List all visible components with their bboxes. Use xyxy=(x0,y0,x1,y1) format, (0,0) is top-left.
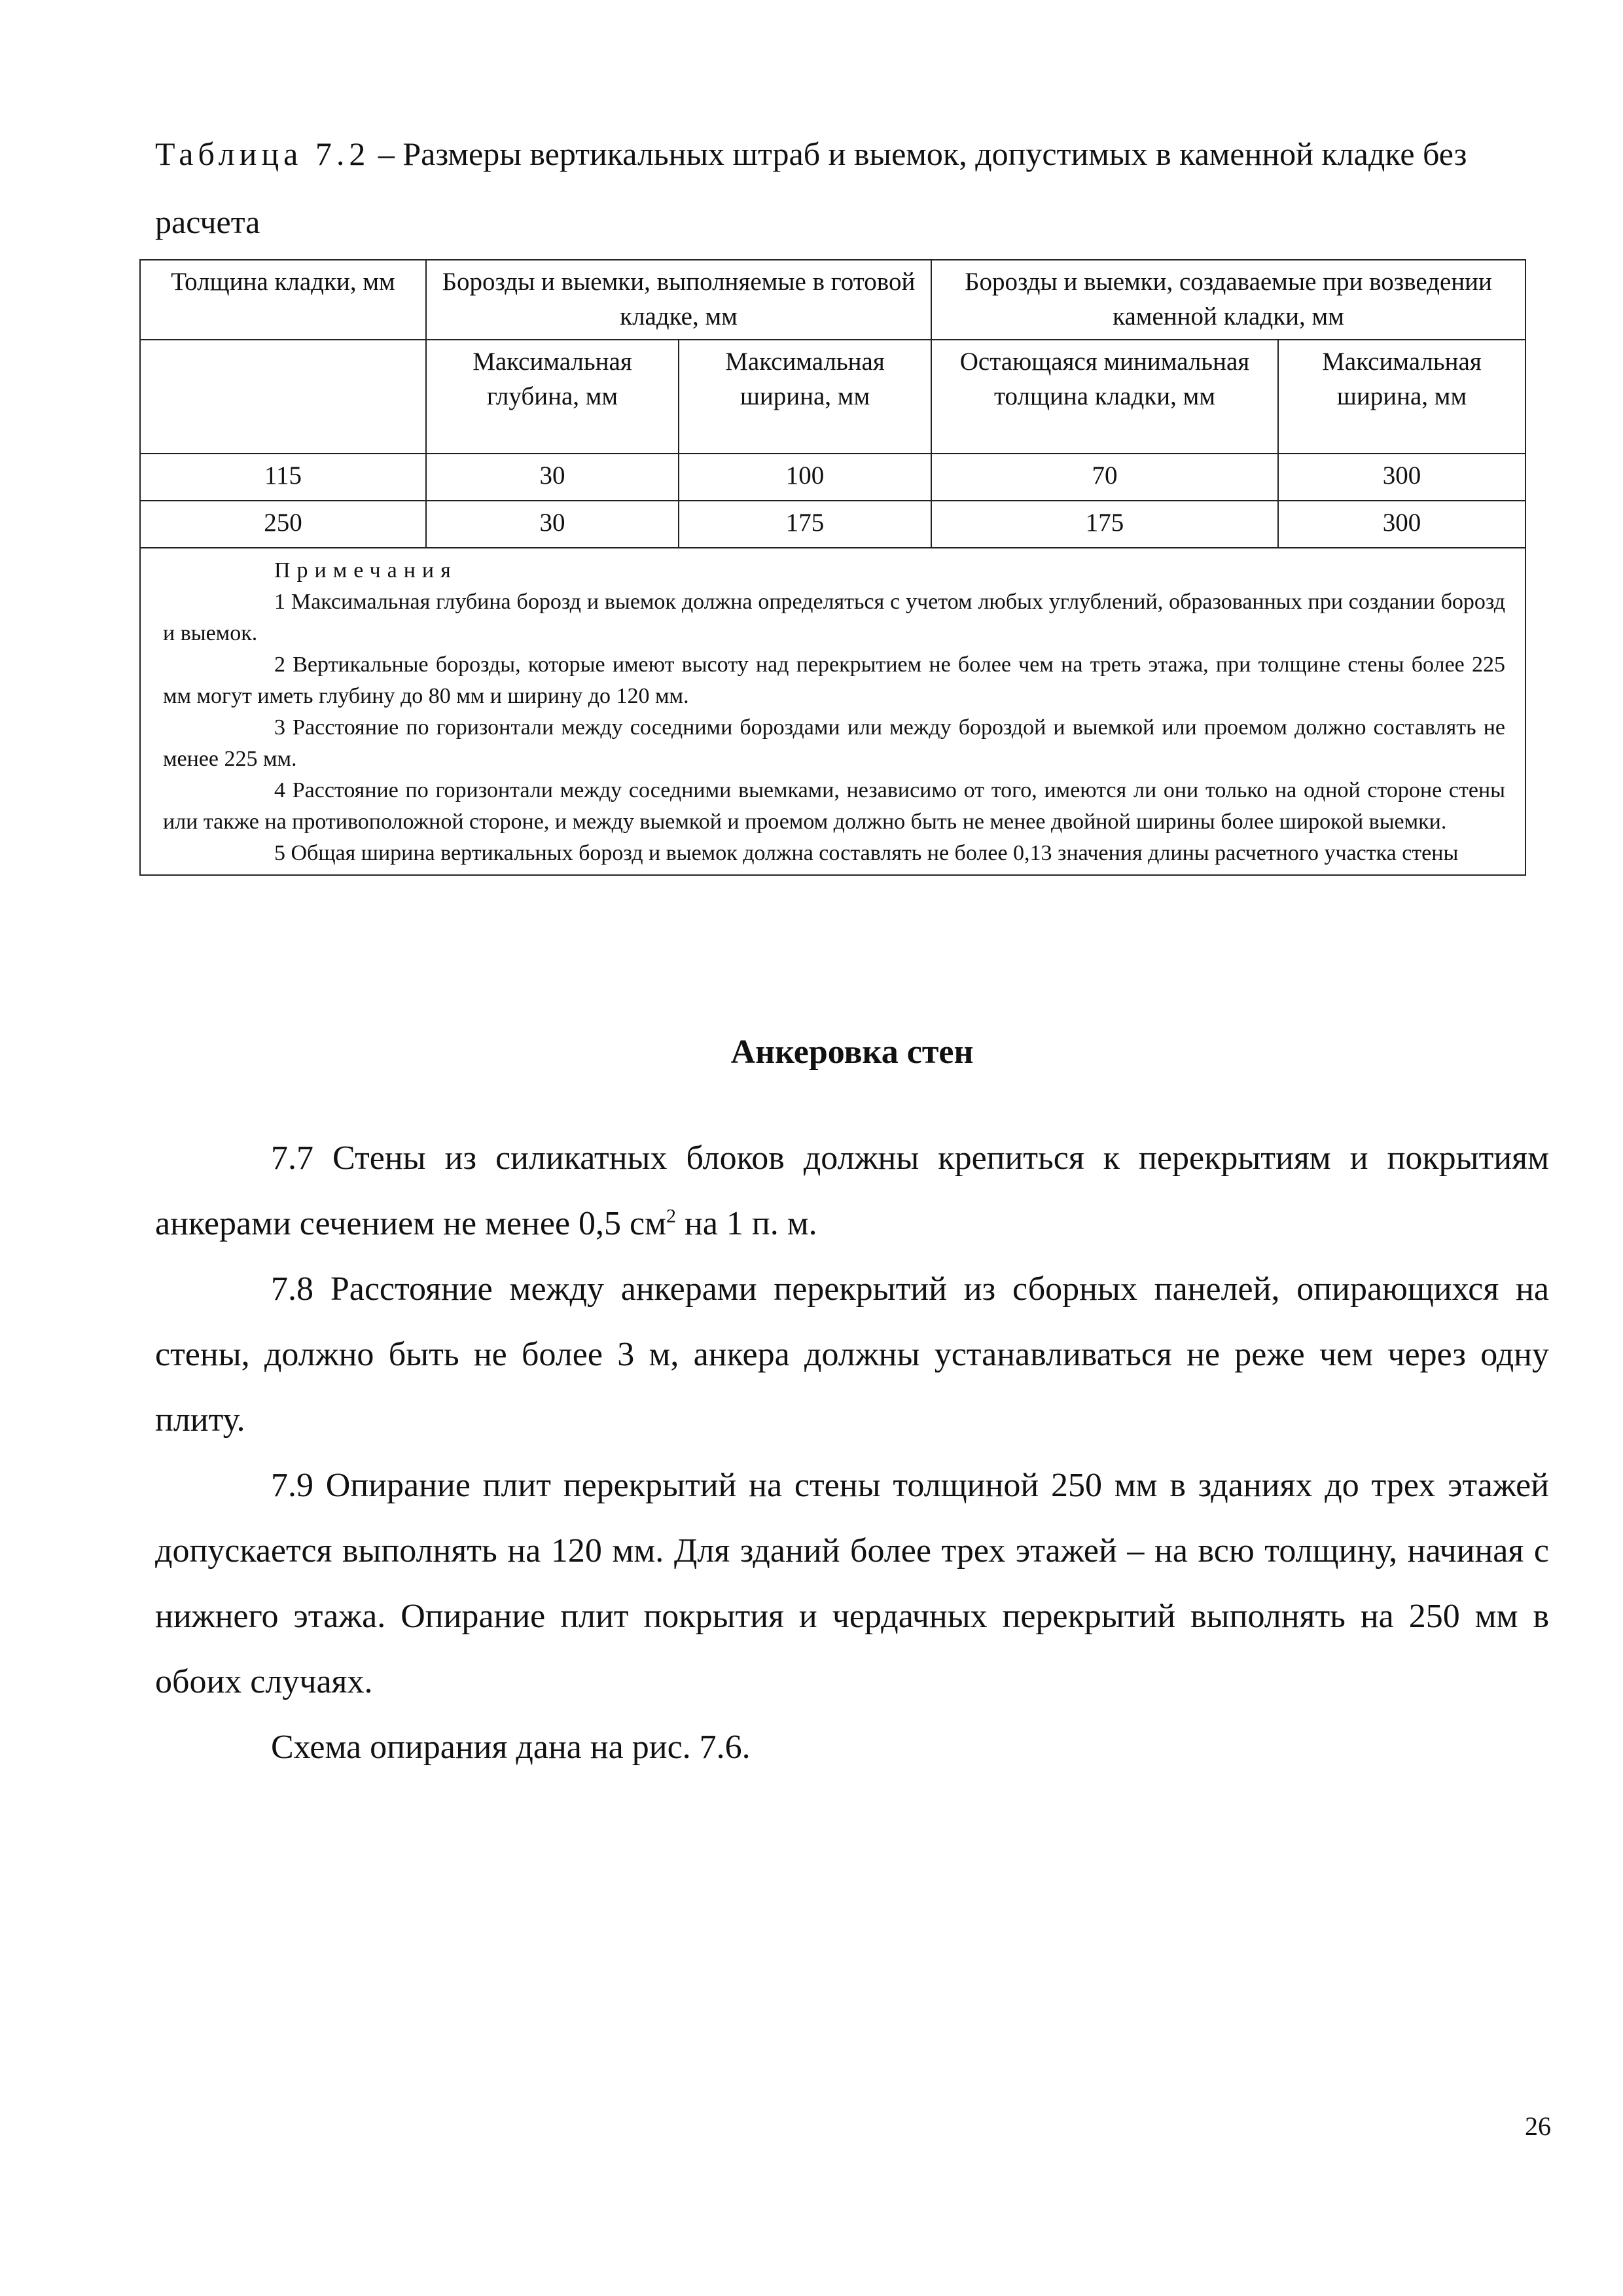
page-number: 26 xyxy=(1525,2111,1551,2141)
header-min-remaining-thickness: Остающаяся минимальная толщина кладки, мм xyxy=(931,340,1278,454)
note-item: 4 Расстояние по горизонтали между соседними выемками, независимо от того, имеются ли они только на одной стороне стены или также на противоположной стороне, и между выемкой и проемом должно быть не менее двойной ширины более широкой выемки. xyxy=(163,778,1505,834)
groove-dimensions-table xyxy=(139,259,1526,876)
table-cell: 300 xyxy=(1278,501,1525,548)
table-caption-text: – Размеры вертикальных штраб и выемок, допустимых в каменной кладке без расчета xyxy=(155,135,1467,240)
table-row xyxy=(140,454,1525,501)
table-cell: 100 xyxy=(679,454,931,501)
paragraph-7-7 xyxy=(155,1126,1549,1257)
header-group-during-construction: Борозды и выемки, создаваемые при возведении каменной кладки, мм xyxy=(931,260,1525,340)
paragraph-7-7-text: 7.7 Стены из силикатных блоков должны крепиться к перекрытиям и покрытиям анкерами сечением не менее 0,5 см xyxy=(155,1139,1549,1242)
header-empty-cell xyxy=(140,340,426,454)
table-cell: 115 xyxy=(140,454,426,501)
note-item: 1 Максимальная глубина борозд и выемок должна определяться с учетом любых углублений, образованных при создании борозд и выемок. xyxy=(163,590,1505,645)
table-caption xyxy=(155,120,1549,256)
paragraph-7-9: 7.9 Опирание плит перекрытий на стены толщиной 250 мм в зданиях до трех этажей допускается выполнять на 120 мм. Для зданий более трех этажей – на всю толщину, начиная с нижнего этажа. Опирание плит покрытия и чердачных перекрытий выполнять на 250 мм в обоих случаях. xyxy=(155,1467,1549,1700)
paragraph-scheme: Схема опирания дана на рис. 7.6. xyxy=(271,1729,751,1766)
table-cell: 175 xyxy=(679,501,931,548)
table-header-row-2 xyxy=(140,340,1525,454)
table-cell: 175 xyxy=(931,501,1278,548)
paragraph-7-8: 7.8 Расстояние между анкерами перекрытий из сборных панелей, опирающихся на стены, должно быть не более 3 м, анкера должны устанавливаться не реже чем через одну плиту. xyxy=(155,1270,1549,1439)
header-max-depth: Максимальная глубина, мм xyxy=(426,340,679,454)
table-header-row-1 xyxy=(140,260,1525,340)
table-cell: 70 xyxy=(931,454,1278,501)
header-max-width-construction: Максимальная ширина, мм xyxy=(1278,340,1525,454)
header-max-width: Максимальная ширина, мм xyxy=(679,340,931,454)
table-caption-label: Таблица 7.2 xyxy=(155,135,370,172)
paragraph-7-7-tail: на 1 п. м. xyxy=(676,1205,817,1242)
table-row xyxy=(140,501,1525,548)
note-item: 5 Общая ширина вертикальных борозд и выемок должна составлять не более 0,13 значения длины расчетного участка стены xyxy=(274,841,1459,865)
table-cell: 250 xyxy=(140,501,426,548)
table-notes xyxy=(140,548,1525,875)
table-cell: 30 xyxy=(426,501,679,548)
header-group-finished-masonry: Борозды и выемки, выполняемые в готовой кладке, мм xyxy=(426,260,931,340)
table-cell: 30 xyxy=(426,454,679,501)
table-notes-row xyxy=(140,548,1525,875)
superscript: 2 xyxy=(666,1205,677,1227)
note-item: 3 Расстояние по горизонтали между соседними бороздами или между бороздой и выемкой или проемом должно составлять не менее 225 мм. xyxy=(163,715,1505,771)
body-text xyxy=(155,1126,1549,1780)
header-masonry-thickness: Толщина кладки, мм xyxy=(140,260,426,340)
table-cell: 300 xyxy=(1278,454,1525,501)
section-heading: Анкеровка стен xyxy=(730,1033,974,1071)
note-item: 2 Вертикальные борозды, которые имеют высоту над перекрытием не более чем на треть этажа, при толщине стены более 225 мм могут иметь глубину до 80 мм и ширину до 120 мм. xyxy=(163,653,1505,708)
notes-title: Примечания xyxy=(274,558,457,583)
